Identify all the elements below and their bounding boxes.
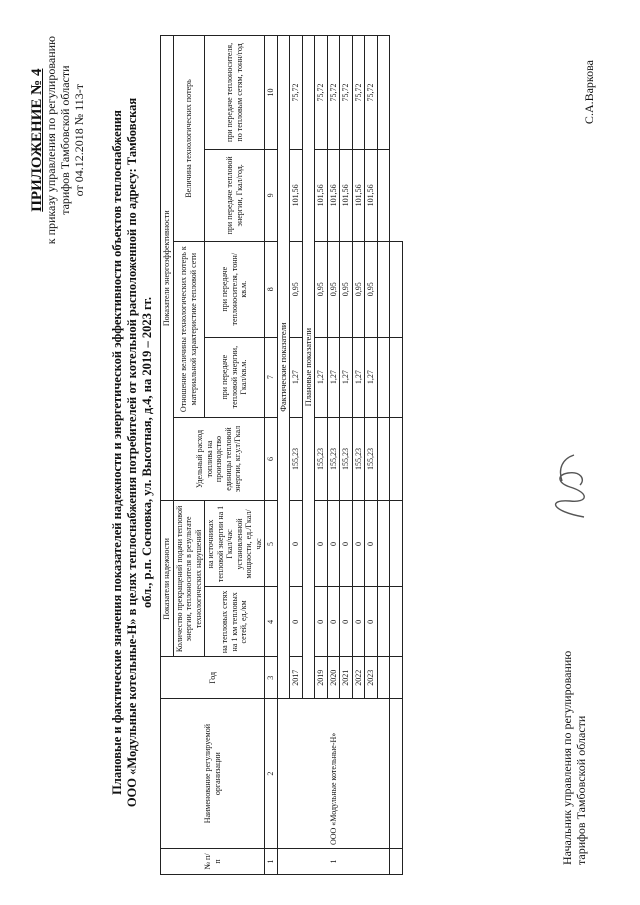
header-ratio: Отношение величины технологических потерь к материальной характеристике тепловой сети [173,241,205,417]
appendix-line-3: от 04.12.2018 № 113-т [72,83,86,197]
cell: 2019 [315,657,328,699]
header-col10: при передаче теплоносителя, по тепловым сетям, тонн/год [205,36,265,150]
cell: 101,56 [290,149,303,241]
colnum: 3 [265,657,278,699]
cell: 2017 [290,657,303,699]
header-col5: на источниках тепловой энергии на 1 Гкал/час установленной мощности, ед./Гкал/час [205,501,265,587]
colnum: 2 [265,699,278,849]
org-num: 1 [277,849,390,875]
signer-name: С.А.Варкова [582,60,596,125]
document-heading [110,40,155,865]
header-col8: при передаче теплоносителя, тонн/кв.м. [205,241,265,337]
colnum: 9 [265,149,278,241]
cell: 0,95 [315,241,328,337]
indicators-table [160,35,403,875]
cell: 1,27 [327,337,340,417]
header-reliability-sub: Количество прекращений подачи тепловой энергии, теплоносителя в результате технологических нарушений [173,501,205,657]
cell: 0 [315,587,328,657]
cell: 75,72 [365,36,378,150]
appendix-block [30,36,86,244]
cell: 0 [290,501,303,587]
cell: 0 [352,587,365,657]
cell: 0 [365,587,378,657]
cell: 101,56 [327,149,340,241]
cell: 1,27 [365,337,378,417]
cell: 1,27 [340,337,353,417]
footer-line-2: тарифов Тамбовской области [574,715,588,865]
colnum: 8 [265,241,278,337]
cell: 101,56 [340,149,353,241]
cell: 0 [352,501,365,587]
section-plan: Плановые показатели [302,36,315,699]
cell: 2021 [340,657,353,699]
cell: 0,95 [290,241,303,337]
cell: 0 [327,501,340,587]
header-col9: при передаче тепловой энергии, Гкал/год. [205,149,265,241]
cell: 0 [365,501,378,587]
header-losses: Величина технологических потерь [173,36,205,242]
cell: 155,23 [340,417,353,501]
cell: 155,23 [352,417,365,501]
cell: 2023 [365,657,378,699]
appendix-line-2: тарифов Тамбовской области [58,65,72,215]
cell: 155,23 [327,417,340,501]
cell: 75,72 [340,36,353,150]
footer-line-1: Начальник управления по регулированию [560,650,574,865]
heading-line-2: ООО «Модульные котельные-Н» в целях теплоснабжения потребителей от котельной расположенной по адресу: Тамбовская [125,97,139,808]
colnum: 4 [265,587,278,657]
cell: 155,23 [315,417,328,501]
cell: 1,27 [290,337,303,417]
cell: 75,72 [352,36,365,150]
cell: 0,95 [365,241,378,337]
cell: 155,23 [365,417,378,501]
colnum: 1 [265,849,278,875]
cell: 0,95 [327,241,340,337]
cell: 0,95 [340,241,353,337]
header-col4: на тепловых сетях на 1 км тепловых сетей, ед./км [205,587,265,657]
cell: 0 [340,587,353,657]
header-col7: при передаче тепловой энергии, Гкал/кв.м. [205,337,265,417]
cell: 75,72 [327,36,340,150]
cell: 2022 [352,657,365,699]
colnum: 7 [265,337,278,417]
cell: 75,72 [290,36,303,150]
cell: 101,56 [365,149,378,241]
section-fact: Фактические показатели [277,36,290,699]
cell: 0 [340,501,353,587]
cell: 75,72 [315,36,328,150]
header-row-1 [161,36,174,875]
signature-mark [540,445,600,525]
cell: 155,23 [290,417,303,501]
appendix-title: ПРИЛОЖЕНИЕ № 4 [29,68,45,212]
cell: 0,95 [352,241,365,337]
heading-line-1: Плановые и фактические значения показателей надежности и энергетической эффективности объектов теплоснабжения [110,110,124,795]
org-name: ООО «Модульные котельные-Н» [277,699,390,849]
cell: 0 [327,587,340,657]
cell: 101,56 [352,149,365,241]
header-efficiency: Показатели энергоэффективности [161,36,174,501]
header-col6: Удельный расход топлива на производство единицы тепловой энергии, кг.у.т/Гкал [173,417,265,501]
colnum: 6 [265,417,278,501]
section-fact-row [277,36,290,875]
colnum: 5 [265,501,278,587]
heading-line-3: обл., р.п. Сосновка, ул. Высотная, д.4, на 2019 – 2023 гг. [140,296,154,609]
cell: 0 [315,501,328,587]
cell: 101,56 [315,149,328,241]
column-number-row [265,36,278,875]
header-year: Год [161,657,265,699]
appendix-line-1: к приказу управления по регулированию [44,36,58,245]
colnum: 10 [265,36,278,150]
cell: 2020 [327,657,340,699]
cell: 1,27 [352,337,365,417]
cell: 1,27 [315,337,328,417]
header-num: № п/п [161,849,265,875]
header-org: Наименование регулируемой организации [161,699,265,849]
empty-row [390,36,403,875]
header-reliability: Показатели надежности [161,501,174,657]
footer-position [560,651,588,865]
cell: 0 [290,587,303,657]
